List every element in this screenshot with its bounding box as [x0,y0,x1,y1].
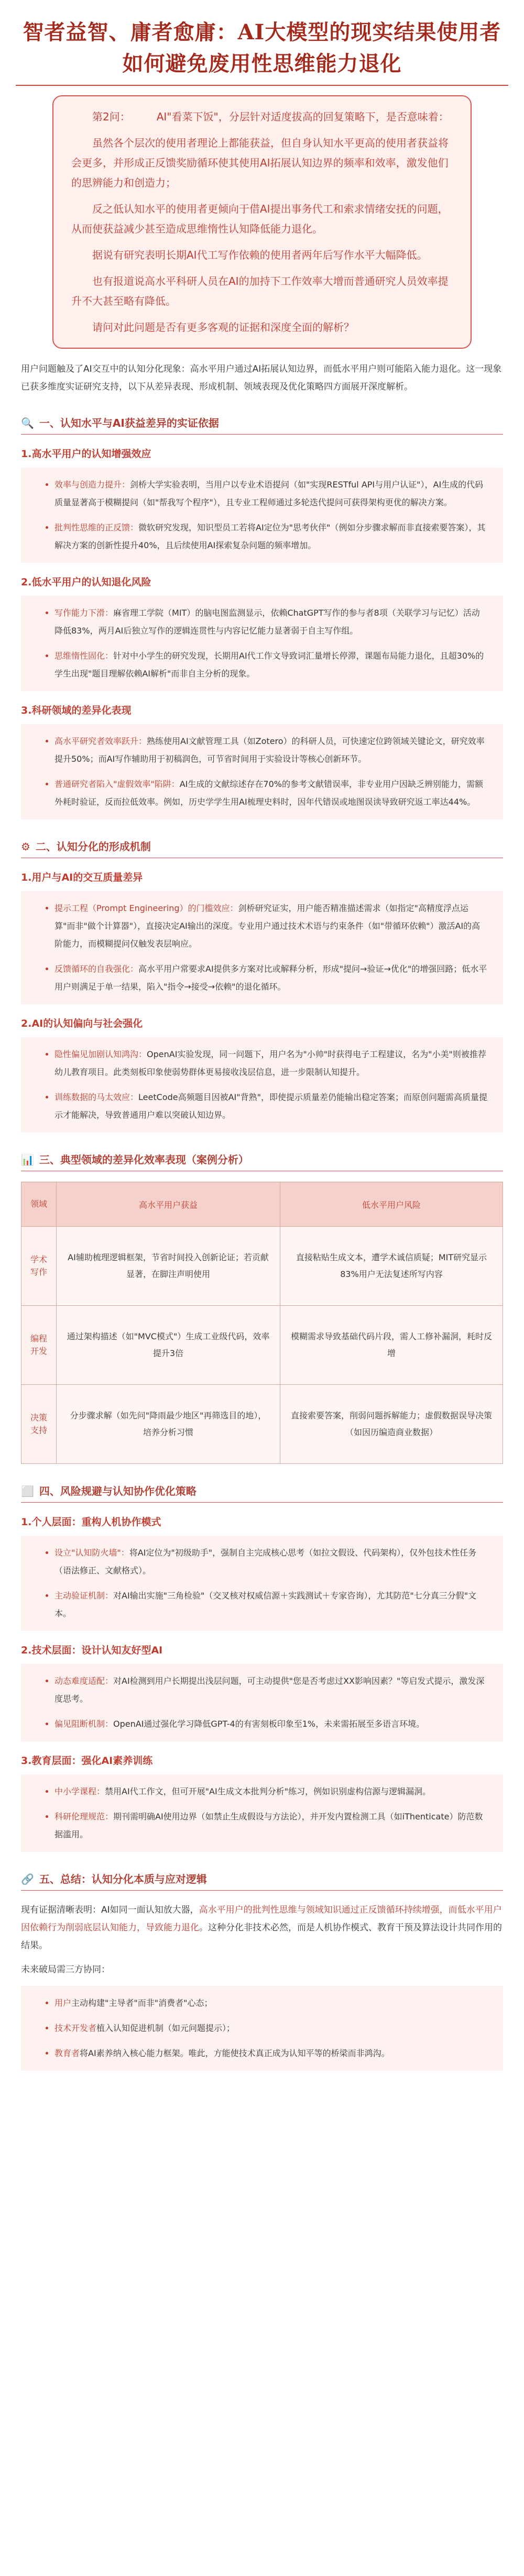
list-item [54,1089,487,1124]
table-cell-domain: 决策支持 [21,1385,57,1464]
table-cell-high: AI辅助梳理逻辑框架，节省时间投入创新论证；若贡献显著，在脚注声明使用 [57,1227,280,1306]
list-item-term: 反馈循环的自我强化： [54,964,139,974]
table-cell-low: 直接粘贴生成文本，遭学术诚信质疑；MIT研究显示83%用户无法复述所写内容 [280,1227,503,1306]
table-row [21,1306,503,1385]
list-item-term: 科研伦理规范： [54,1812,114,1822]
callout-paragraph: 据说有研究表明长期AI代工写作依赖的使用者两年后写作水平大幅降低。 [92,249,428,261]
list-item [54,2019,487,2037]
table-row [21,1227,503,1306]
subheading: 2.低水平用户的认知退化风险 [21,576,151,588]
list-item-text: 微软研究发现，知识型员工若将AI定位为"思考伙伴"（例如分步骤求解而非直接索要答案），其解决方案的创新性提升40%，且后续使用AI探索复杂问题的频率增加。 [54,523,486,550]
conclusion-text: 。这种分化非技术必然，而是人机协作模式、教育干预及算法设计共同作用的结果。 [21,1923,502,1951]
subheading: 3.科研领域的差异化表现 [21,705,132,716]
callout-paragraph: 也有报道说高水平科研人员在AI的加持下工作效率大增而普通研究人员效率提升不大甚至略有降低。 [71,275,449,307]
list-item-text: 剑桥研究证实，用户能否精准描述需求（如指定"高精度浮点运算"而非"做个计算器"），直接决定AI输出的深度。专业用户通过技术术语与约束条件（如"带循环依赖"）激活AI的高阶能力，而模糊提问仅触发表层响应。 [54,903,481,949]
list-item-text: 熟练使用AI文献管理工具（如Zotero）的科研人员，可快速定位跨领域关键论文，研究效率提升50%；而AI写作辅助用于初稿润色，可节省时间用于实验设计等核心创新环节。 [54,736,485,764]
list-item-text: OpenAI通过强化学习降低GPT-4的有害刻板印象至1%，未来需拓展至多语言环境。 [113,1719,425,1729]
list-item [54,900,487,953]
list-item [54,2045,487,2062]
list-item-text: 针对中小学生的研究发现，长期用AI代工作文导致词汇量增长停滞，课题布局能力退化，且超30%的学生出现"题目理解依赖AI解析"而非自主分析的现象。 [54,651,484,679]
list-item [54,732,487,768]
list-item-text: 对AI检测到用户长期提出浅层问题，可主动提供"您是否考虑过XX影响因素？"等启发式提示，激发深度思考。 [54,1676,485,1704]
section-title: 二、认知分化的形成机制 [35,840,151,853]
list-item [54,519,487,554]
list-item-term: 隐性偏见加剧认知鸿沟： [54,1049,147,1059]
comparison-table [21,1182,503,1464]
bullet-box [21,596,503,691]
list-item-text: 主动构建"主导者"而非"消费者"心态； [71,1998,213,2008]
list-item [54,1544,487,1580]
table-cell-high: 通过架构描述（如"MVC模式"）生成工业级代码，效率提升3倍 [57,1306,280,1385]
list-item [54,1587,487,1623]
list-item-text: OpenAI实验发现，同一问题下，用户名为"小帅"时获得电子工程建议，名为"小美"则被推荐幼儿教育项目。此类刻板印象使弱势群体更易接收浅层信息，进一步限制认知提升。 [54,1049,486,1077]
list-item-term: 写作能力下滑： [54,608,114,618]
table-header-cell: 领域 [21,1182,57,1227]
section-title: 五、总结：认知分化本质与应对逻辑 [39,1873,207,1885]
list-item-term: 用户 [54,1998,72,2008]
list-item-term: 思维惰性固化： [54,651,114,661]
callout-paragraph: 虽然各个层次的使用者理论上都能获益，但自身认知水平更高的使用者获益将会更多，并形成正反馈奖励循环使其使用AI拓展认知边界的频率和效率，激发他们的思辨能力和创造力； [71,137,449,189]
table-header-row [21,1182,503,1227]
section-heading-1 [21,415,503,435]
bullet-box [21,1664,503,1741]
subheading: 3.教育层面：强化AI素养训练 [21,1755,153,1767]
list-item-term: 技术开发者 [54,2023,97,2033]
conclusion-paragraph [21,1901,503,1955]
subheading: 2.AI的认知偏向与社会强化 [21,1018,143,1029]
section-title: 一、认知水平与AI获益差异的实证依据 [39,417,219,429]
list-item-text: 植入认知促进机制（如元问题提示）； [96,2023,235,2033]
list-item [54,647,487,683]
table-cell-domain: 编程开发 [21,1306,57,1385]
callout-paragraph: 反之低认知水平的使用者更倾向于借AI提出事务代工和索求情绪安抚的问题，从而使获益减少甚至造成思维惰性认知降低能力退化。 [71,203,449,235]
list-item-term: 偏见阻断机制： [54,1719,114,1729]
subheading: 2.技术层面：设计认知友好型AI [21,1645,163,1656]
list-item-term: 效率与创造力提升： [54,480,130,490]
future-intro: 未来破局需三方协同： [21,1964,110,1975]
conclusion-text: 现有证据清晰表明：AI如同一面认知放大器， [21,1905,199,1915]
list-item [54,960,487,996]
table-cell-domain: 学术写作 [21,1227,57,1306]
list-item [54,1046,487,1081]
list-item-term: 中小学课程： [54,1786,105,1796]
list-item-text: LeetCode高频题目因被AI"背熟"，即使提示质量差仍能输出稳定答案；而原创问题需高质量提示才能解决，导致普通用户难以突破认知边界。 [54,1092,487,1120]
section-heading-3 [21,1151,503,1171]
chart-icon: 📊 [21,1153,34,1166]
table-cell-low: 直接索要答案，削弱问题拆解能力；虚假数据误导决策（如因历编造商业数据） [280,1385,503,1464]
list-item-term: 批判性思维的正反馈： [54,523,139,532]
list-item [54,1783,487,1801]
square-icon: ⬜ [21,1485,34,1497]
list-item [54,1715,487,1733]
link-icon: 🔗 [21,1873,34,1885]
list-item-term: 动态难度适配： [54,1676,114,1686]
section-title: 三、典型领域的差异化效率表现（案例分析） [39,1153,249,1166]
section-heading-2 [21,838,503,858]
section-heading-4 [21,1483,503,1503]
magnifier-icon: 🔍 [21,417,34,429]
conclusion-highlight: 高水平用户的批判性思维与领域知识通过正反馈循环持续增强，而低水平用户因依赖行为削弱底层认知能力，导致能力退化 [21,1905,502,1933]
list-item [54,1994,487,2012]
list-item-text: 禁用AI代工作文，但可开展"AI生成文本批判分析"练习，例如识别虚构信源与逻辑漏洞。 [105,1786,431,1796]
table-header-cell: 高水平用户获益 [57,1182,280,1227]
subheading: 1.个人层面：重构人机协作模式 [21,1516,161,1528]
table-row [21,1385,503,1464]
page-title: 智者益智、庸者愈庸：AI大模型的现实结果使用者如何避免废用性思维能力退化 [23,20,501,76]
callout-paragraph: 第2问： AI"看菜下饭"，分层针对适度拔高的回复策略下，是否意味着： [92,110,449,123]
list-item [54,1672,487,1708]
bullet-box [21,1774,503,1852]
list-item-text: 剑桥大学实验表明，当用户以专业术语提问（如"实现RESTful API与用户认证"），AI生成的代码质量显著高于模糊提问（如"帮我写个程序"），且专业工程师通过多轮迭代提问可获得架构更优的解决方案。 [54,480,484,507]
list-item-term: 主动验证机制： [54,1591,114,1601]
list-item-text: 将AI素养纳入核心能力框架。唯此，方能使技术真正成为认知平等的桥梁而非鸿沟。 [80,2048,390,2058]
bullet-box [21,724,503,819]
list-item-term: 提示工程（Prompt Engineering）的门槛效应： [54,903,238,913]
gear-icon: ⚙ [21,840,30,853]
bullet-box [21,468,503,563]
table-header-cell: 低水平用户风险 [280,1182,503,1227]
bullet-box [21,1037,503,1132]
subheading: 1.用户与AI的交互质量差异 [21,872,143,883]
list-item-term: 教育者 [54,2048,80,2058]
question-callout [52,95,472,349]
bullet-box [21,1986,503,2071]
callout-paragraph: 请问对此问题是否有更多客观的证据和深度全面的解析？ [92,321,354,334]
list-item [54,775,487,811]
bullet-box [21,1536,503,1631]
title-block [16,17,508,86]
list-item-text: 将AI定位为"初级助手"，强制自主完成核心思考（如拉文假设、代码架构），仅外包技术性任务（语法修正、文献格式）。 [54,1548,477,1575]
intro-paragraph: 用户问题触及了AI交互中的认知分化现象：高水平用户通过AI拓展认知边界，而低水平用户则可能陷入能力退化。这一现象已获多维度实证研究支持，以下从差异表现、形成机制、领域表现及优化策略四方面展开深度解析。 [21,364,502,392]
list-item [54,476,487,512]
section-title: 四、风险规避与认知协作优化策略 [39,1485,196,1497]
list-item-term: 设立"认知防火墙"： [54,1548,129,1558]
list-item-text: AI生成的文献综述存在70%的参考文献错误率，非专业用户因缺乏辨别能力，需额外耗时验证，反而拉低效率。例如，历史学学生用AI梳理史料时，因年代错误或地图误读导致研究返工率达44%。 [54,779,483,807]
list-item-term: 普通研究者陷入"虚假效率"陷阱： [54,779,180,789]
list-item-term: 高水平研究者效率跃升： [54,736,147,746]
section-heading-5 [21,1871,503,1891]
list-item [54,1808,487,1844]
list-item-text: 高水平用户常要求AI提供多方案对比或解释分析，形成"提问→验证→优化"的增强回路；低水平用户则满足于单一结果，陷入"指令→接受→依赖"的退化循环。 [54,964,487,992]
table-cell-high: 分步骤求解（如先问"降雨最少地区"再筛选目的地），培养分析习惯 [57,1385,280,1464]
table-cell-low: 模糊需求导致基础代码片段，需人工修补漏洞，耗时反增 [280,1306,503,1385]
bullet-box [21,891,503,1004]
list-item-term: 训练数据的马太效应： [54,1092,139,1102]
list-item-text: 麻省理工学院（MIT）的脑电图监测显示，依赖ChatGPT写作的参与者8项（关联学习与记忆）活动降低83%，两月AI后独立写作的逻辑连贯性与内容记忆能力显著弱于自主写作组。 [54,608,480,636]
list-item [54,604,487,640]
list-item-text: 对AI输出实施"三角检验"（交叉核对权威信源＋实践测试＋专家咨询），尤其防范"七分真三分假"文本。 [54,1591,477,1618]
list-item-text: 期刊需明确AI使用边界（如禁止生成假设与方法论），并开发内置检测工具（如iThenticate）防范数据滥用。 [54,1812,483,1839]
subheading: 1.高水平用户的认知增强效应 [21,448,151,460]
